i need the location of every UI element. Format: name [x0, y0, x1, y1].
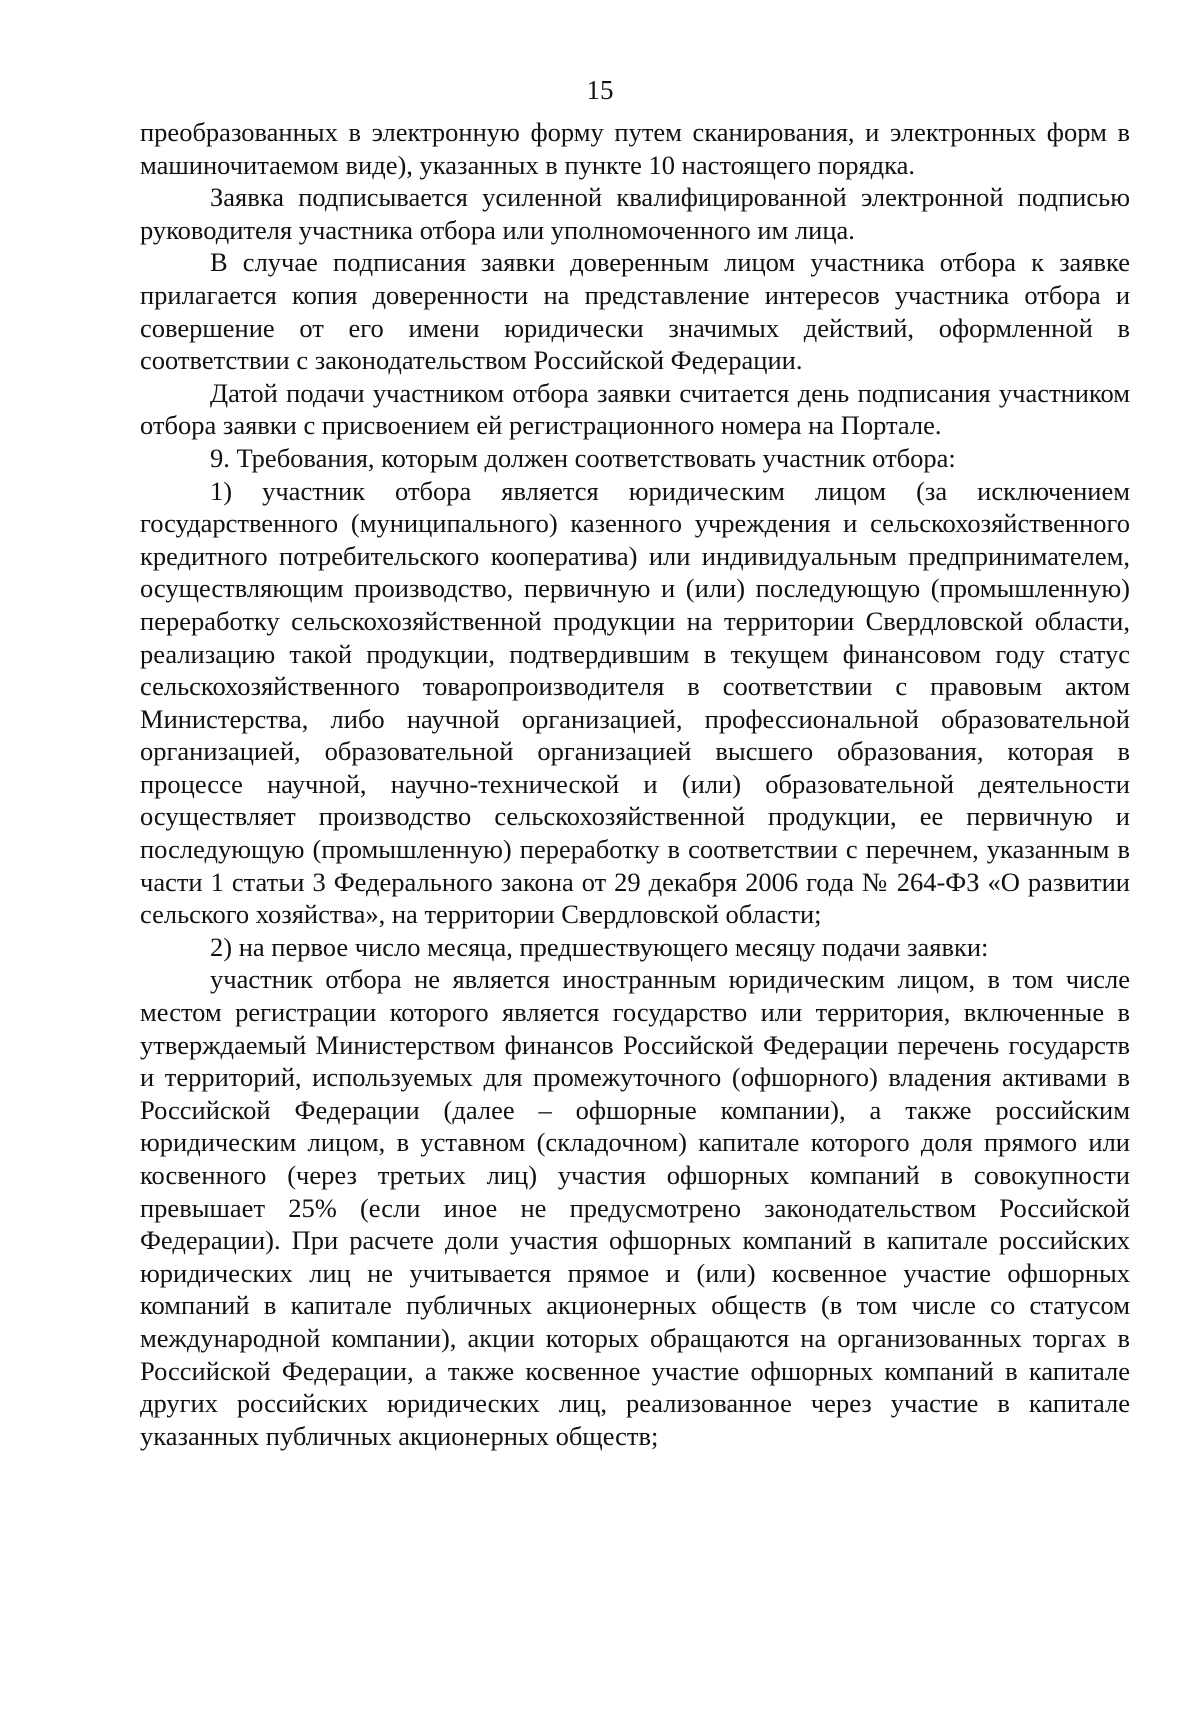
page-number: 15 [586, 75, 614, 105]
paragraph-scan-forms: преобразованных в электронную форму путем сканирования, и электронных форм в машиночитаемом виде), указанных в пункте 10 настоящего порядка. [140, 117, 1130, 180]
paragraph-requirements-heading: 9. Требования, которым должен соответствовать участник отбора: [210, 442, 956, 473]
document-body [140, 116, 1130, 1452]
paragraph-offshore: участник отбора не является иностранным юридическим лицом, в том числе местом регистрации которого является государство или территория, включенные в утверждаемый Министерством финансов Российской Федерации перечень государств и территорий, используемых для промежуточного (офшорного) владения активами в Российской Федерации (далее – офшорные компании), а также российским юридическим лицом, в уставном (складочном) капитале которого доля прямого или косвенного (через третьих лиц) участия офшорных компаний в совокупности превышает 25% (если иное не предусмотрено законодательством Российской Федерации). При расчете доли участия офшорных компаний в капитале российских юридических лиц не учитывается прямое и (или) косвенное участие офшорных компаний в капитале публичных акционерных обществ (в том числе со статусом международной компании), акции которых обращаются на организованных торгах в Российской Федерации, а также косвенное участие офшорных компаний в капитале других российских юридических лиц, реализованное через участие в капитале указанных публичных акционерных обществ; [140, 964, 1130, 1451]
paragraph-requirement-1: 1) участник отбора является юридическим лицом (за исключением государственного (муниципального) казенного учреждения и сельскохозяйственного кредитного потребительского кооператива) или индивидуальным предпринимателем, осуществляющим производство, первичную и (или) последующую (промышленную) переработку сельскохозяйственной продукции на территории Свердловской области, реализацию такой продукции, подтвердившим в текущем финансовом году статус сельскохозяйственного товаропроизводителя в соответствии с правовым актом Министерства, либо научной организацией, профессиональной образовательной организацией, образовательной организацией высшего образования, которая в процессе научной, научно-технической и (или) образовательной деятельности осуществляет производство сельскохозяйственной продукции, ее первичную и последующую (промышленную) переработку в соответствии с перечнем, указанным в части 1 статьи 3 Федерального закона от 29 декабря 2006 года № 264-ФЗ «О развитии сельского хозяйства», на территории Свердловской области; [140, 475, 1130, 930]
paragraph-submission-date: Датой подачи участником отбора заявки считается день подписания участником отбора заявки с присвоением ей регистрационного номера на Портале. [140, 377, 1130, 441]
paragraph-signature: Заявка подписывается усиленной квалифицированной электронной подписью руководителя участника отбора или уполномоченного им лица. [140, 182, 1130, 245]
paragraph-requirement-2: 2) на первое число месяца, предшествующего месяцу подачи заявки: [210, 931, 989, 962]
paragraph-power-of-attorney: В случае подписания заявки доверенным лицом участника отбора к заявке прилагается копия доверенности на представление интересов участника отбора и совершение от его имени юридически значимых действий, оформленной в соответствии с законодательством Российской Федерации. [140, 247, 1130, 376]
